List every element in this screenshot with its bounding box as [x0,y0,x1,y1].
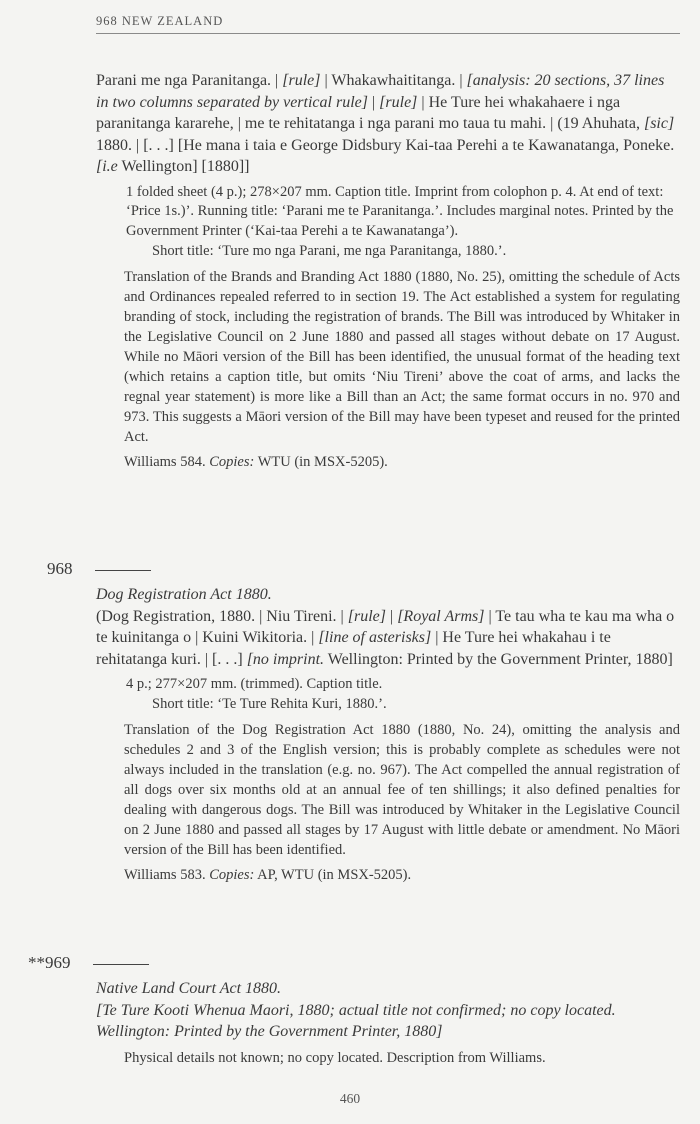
editorial-note: [line of asterisks] [318,629,432,646]
entry-967-short-title: Short title: ‘Ture mo nga Parani, me nga Paranitanga, 1880.’. [152,242,507,259]
page-number: 460 [339,1091,361,1106]
title-text: | He Ture hei whakahau i te rehitatanga kuri. | [. . .] [96,629,611,668]
title-text: Parani me nga Paranitanga. | [96,72,283,89]
entry-969-note: Physical details not known; no copy located. Description from Williams. [124,1049,546,1066]
entry-969-heading: Native Land Court Act 1880. [96,980,282,997]
title-text: | He Ture hei whakahaere i nga paranitanga kararehe, | me te rehitatanga i nga parani mo taua tu mahi. | (19 Ahuhata, [96,93,644,132]
entry-967-references [124,452,680,472]
editorial-note: [rule] [282,72,321,89]
entry-968-short-title: Short title: ‘Te Ture Rehita Kuri, 1880.’. [152,695,387,712]
title-text: | Te tau wha te kau ma wha o te kuinitanga o | Kuini Wikitoria. | [96,607,675,646]
title-text: 1880. | [. . .] [He mana i taia e George Didsbury Kai-taa Perehi a te Kawanatanga, Poneke. [96,136,675,154]
title-text: | [367,93,380,111]
entry-968-note: Translation of the Dog Registration Act 1880 (1880, No. 24), omitting the analysis and schedules 2 and 3 of the English version; this is probably complete as schedules were not always included in the translation (e.g. no. 967). The Act compelled the annual registration of all dogs over six months old at an annual fee of ten shillings; it also defined penalties for dealing with dangerous dogs. The Bill was introduced by Whitaker in the Legislative Council on 2 June 1880 and passed all stages by 17 August with little debate or amendment. No Māori version of the Bill has been identified. [124,721,680,858]
entry-967-note: Translation of the Brands and Branding Act 1880 (1880, No. 25), omitting the schedule of Acts and Ordinances repealed referred to in section 19. The Act established a system for regulating branding of stock, including the registration of brands. The Bill was introduced by Whitaker in the Legislative Council on 2 June 1880 and passed all stages without debate on 17 August. While no Māori version of the Bill has been identified, the unusual format of the heading text (which retains a caption title, but omits ‘Niu Tireni’ above the coat of arms, and lacks the regnal year statement) is more like a Bill than an Act; the same format occurs in no. 970 and 973. This suggests a Māori version of the Bill may have been typeset and reused for the printed Act. [124,268,680,445]
entry-divider-rule [93,964,149,965]
entry-968-heading: Dog Registration Act 1880. [96,586,272,603]
title-text: (Dog Registration, 1880. | Niu Tireni. | [96,607,348,625]
entry-968-physical-description: 4 p.; 277×207 mm. (trimmed). Caption title. [126,676,383,692]
entry-968 [96,584,680,885]
title-text: Wellington: Printed by the Government Printer, 1880] [324,650,673,668]
entry-967-title [96,70,680,178]
entry-967-physical-description: 1 folded sheet (4 p.); 278×207 mm. Caption title. Imprint from colophon p. 4. At end of text: ‘Price 1s.)’. Running title: ‘Parani me te Paranitanga.’. Includes marginal notes. Printed by the Government Printer (‘Kai-taa Perehi a te Kawanatanga’). [126,183,674,240]
entry-968-number: 968 [47,559,73,578]
title-text: Wellington] [1880]] [117,158,250,175]
editorial-note: [sic] [643,115,675,132]
running-head: 968 NEW ZEALAND [96,14,680,34]
entry-968-references [124,865,680,885]
editorial-note: [no imprint. [246,650,325,668]
title-text: | [385,607,398,625]
editorial-note: [i.e [96,158,118,175]
ref-williams: Williams 583. [124,866,206,883]
ref-williams: Williams 584. [124,453,206,470]
copies-label: Copies: [209,453,255,470]
copies-locations: WTU (in MSX-5205). [257,453,388,470]
copies-locations: AP, WTU (in MSX-5205). [257,866,412,883]
copies-label: Copies: [209,866,255,883]
entry-969-title: [Te Ture Kooti Whenua Maori, 1880; actual title not confirmed; no copy located. Wellington: Printed by the Government Printer, 1880] [96,1001,616,1040]
entry-968-title [96,606,680,671]
entry-divider-rule [95,570,151,571]
entry-967-continuation [96,70,680,472]
entry-968-number-row [47,559,151,579]
editorial-note: [Royal Arms] [397,607,485,625]
entry-969 [96,978,680,1068]
editorial-note: [rule] [347,607,386,625]
editorial-note: [analysis: 20 sections, 37 lines in two columns separated by vertical rule] [96,72,665,111]
title-text: | Whakawhaititanga. | [320,72,467,89]
editorial-note: [rule] [379,93,418,111]
entry-969-number: **969 [28,953,71,972]
entry-969-number-row [28,953,149,973]
